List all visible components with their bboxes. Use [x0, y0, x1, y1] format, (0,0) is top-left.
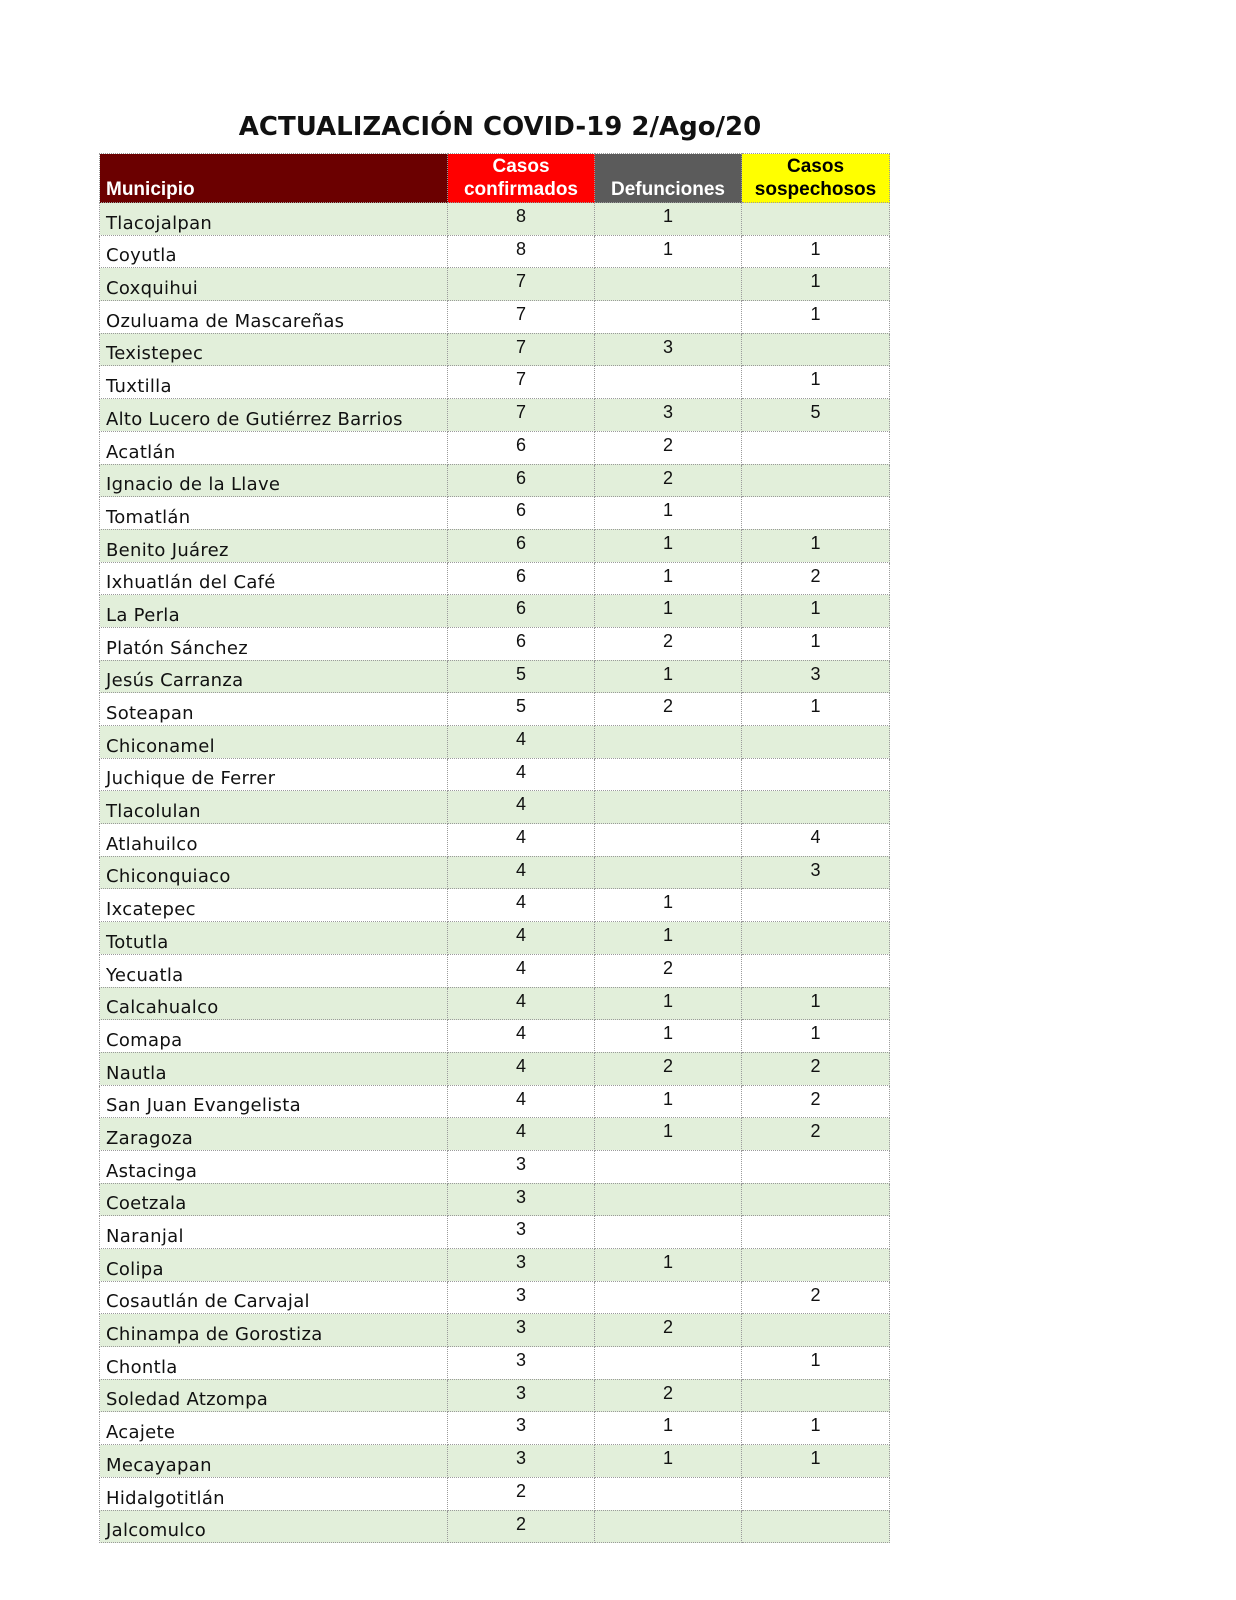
sospechosos-cell: 1 — [742, 987, 890, 1020]
confirmados-cell: 4 — [448, 1085, 595, 1118]
table-row — [100, 758, 890, 791]
confirmados-cell: 4 — [448, 1052, 595, 1085]
municipio-cell: Tomatlán — [100, 497, 448, 530]
table-row — [100, 987, 890, 1020]
municipio-cell: Chontla — [100, 1347, 448, 1380]
table-row — [100, 235, 890, 268]
table-row — [100, 1216, 890, 1249]
table-row — [100, 1183, 890, 1216]
covid-table — [99, 153, 890, 1543]
header-confirmados-line1: Casos — [492, 156, 550, 177]
municipio-cell: Ixhuatlán del Café — [100, 562, 448, 595]
confirmados-cell: 4 — [448, 889, 595, 922]
sospechosos-cell: 1 — [742, 268, 890, 301]
defunciones-cell: 1 — [595, 1118, 742, 1151]
header-confirmados-line2: confirmados — [463, 179, 579, 200]
sospechosos-cell — [742, 1216, 890, 1249]
defunciones-cell: 1 — [595, 889, 742, 922]
confirmados-cell: 6 — [448, 464, 595, 497]
confirmados-cell: 6 — [448, 529, 595, 562]
table-row — [100, 627, 890, 660]
sospechosos-cell — [742, 1379, 890, 1412]
defunciones-cell: 1 — [595, 235, 742, 268]
confirmados-cell: 6 — [448, 562, 595, 595]
defunciones-cell: 1 — [595, 497, 742, 530]
municipio-cell: Jalcomulco — [100, 1510, 448, 1543]
sospechosos-cell: 2 — [742, 1052, 890, 1085]
confirmados-cell: 7 — [448, 366, 595, 399]
municipio-cell: Chiconquiaco — [100, 856, 448, 889]
table-row — [100, 595, 890, 628]
municipio-cell: Soteapan — [100, 693, 448, 726]
defunciones-cell — [595, 268, 742, 301]
table-row — [100, 562, 890, 595]
municipio-cell: Ixcatepec — [100, 889, 448, 922]
sospechosos-cell — [742, 726, 890, 759]
municipio-cell: Yecuatla — [100, 954, 448, 987]
defunciones-cell: 1 — [595, 203, 742, 236]
confirmados-cell: 3 — [448, 1183, 595, 1216]
confirmados-cell: 3 — [448, 1379, 595, 1412]
confirmados-cell: 6 — [448, 595, 595, 628]
defunciones-cell — [595, 726, 742, 759]
defunciones-cell: 1 — [595, 1249, 742, 1282]
header-sospechosos-line2: sospechosos — [754, 179, 877, 200]
municipio-cell: Totutla — [100, 922, 448, 955]
sospechosos-cell — [742, 791, 890, 824]
sospechosos-cell: 1 — [742, 235, 890, 268]
header-sospechosos — [742, 154, 890, 203]
confirmados-cell: 7 — [448, 333, 595, 366]
defunciones-cell — [595, 1150, 742, 1183]
confirmados-cell: 6 — [448, 627, 595, 660]
defunciones-cell: 2 — [595, 627, 742, 660]
table-row — [100, 399, 890, 432]
municipio-cell: Jesús Carranza — [100, 660, 448, 693]
confirmados-cell: 4 — [448, 824, 595, 857]
defunciones-cell — [595, 1281, 742, 1314]
municipio-cell: Coyutla — [100, 235, 448, 268]
municipio-cell: Astacinga — [100, 1150, 448, 1183]
municipio-cell: Acatlán — [100, 431, 448, 464]
sospechosos-cell — [742, 1510, 890, 1543]
municipio-cell: Comapa — [100, 1020, 448, 1053]
confirmados-cell: 6 — [448, 431, 595, 464]
confirmados-cell: 3 — [448, 1281, 595, 1314]
table-row — [100, 922, 890, 955]
header-municipio: Municipio — [100, 154, 448, 203]
table-row — [100, 1052, 890, 1085]
defunciones-cell: 2 — [595, 431, 742, 464]
defunciones-cell: 3 — [595, 399, 742, 432]
confirmados-cell: 4 — [448, 856, 595, 889]
table-row — [100, 268, 890, 301]
defunciones-cell — [595, 1216, 742, 1249]
table-row — [100, 954, 890, 987]
table-row — [100, 1314, 890, 1347]
table-row — [100, 693, 890, 726]
confirmados-cell: 4 — [448, 726, 595, 759]
defunciones-cell: 1 — [595, 1085, 742, 1118]
confirmados-cell: 4 — [448, 791, 595, 824]
sospechosos-cell — [742, 431, 890, 464]
municipio-cell: Tuxtilla — [100, 366, 448, 399]
header-confirmados — [448, 154, 595, 203]
defunciones-cell: 1 — [595, 1412, 742, 1445]
table-row — [100, 333, 890, 366]
confirmados-cell: 7 — [448, 268, 595, 301]
table-row — [100, 824, 890, 857]
sospechosos-cell — [742, 1183, 890, 1216]
municipio-cell: Acajete — [100, 1412, 448, 1445]
sospechosos-cell: 1 — [742, 301, 890, 334]
sospechosos-cell — [742, 1150, 890, 1183]
sospechosos-cell — [742, 922, 890, 955]
table-row — [100, 1085, 890, 1118]
municipio-cell: Cosautlán de Carvajal — [100, 1281, 448, 1314]
defunciones-cell — [595, 856, 742, 889]
sospechosos-cell: 2 — [742, 1118, 890, 1151]
sospechosos-cell — [742, 203, 890, 236]
municipio-cell: Coxquihui — [100, 268, 448, 301]
header-row — [100, 154, 890, 203]
sospechosos-cell: 3 — [742, 660, 890, 693]
municipio-cell: Soledad Atzompa — [100, 1379, 448, 1412]
table-row — [100, 1020, 890, 1053]
table-row — [100, 1347, 890, 1380]
confirmados-cell: 6 — [448, 497, 595, 530]
confirmados-cell: 3 — [448, 1314, 595, 1347]
municipio-cell: La Perla — [100, 595, 448, 628]
defunciones-cell — [595, 791, 742, 824]
defunciones-cell — [595, 1510, 742, 1543]
table-row — [100, 1249, 890, 1282]
sospechosos-cell: 2 — [742, 562, 890, 595]
municipio-cell: Alto Lucero de Gutiérrez Barrios — [100, 399, 448, 432]
table-row — [100, 366, 890, 399]
sospechosos-cell: 1 — [742, 1412, 890, 1445]
confirmados-cell: 8 — [448, 235, 595, 268]
table-row — [100, 529, 890, 562]
defunciones-cell: 2 — [595, 1379, 742, 1412]
sospechosos-cell: 1 — [742, 595, 890, 628]
sospechosos-cell — [742, 464, 890, 497]
confirmados-cell: 3 — [448, 1150, 595, 1183]
table-row — [100, 1281, 890, 1314]
defunciones-cell: 1 — [595, 1445, 742, 1478]
defunciones-cell: 1 — [595, 595, 742, 628]
sospechosos-cell — [742, 333, 890, 366]
defunciones-cell — [595, 301, 742, 334]
defunciones-cell: 2 — [595, 1314, 742, 1347]
defunciones-cell: 1 — [595, 1020, 742, 1053]
confirmados-cell: 5 — [448, 693, 595, 726]
sospechosos-cell: 1 — [742, 693, 890, 726]
sospechosos-cell — [742, 889, 890, 922]
sospechosos-cell — [742, 497, 890, 530]
municipio-cell: Coetzala — [100, 1183, 448, 1216]
page-title: ACTUALIZACIÓN COVID-19 2/Ago/20 — [238, 112, 762, 142]
confirmados-cell: 4 — [448, 1118, 595, 1151]
sospechosos-cell: 1 — [742, 1020, 890, 1053]
defunciones-cell — [595, 1477, 742, 1510]
table-row — [100, 856, 890, 889]
header-defunciones: Defunciones — [595, 154, 742, 203]
municipio-cell: Benito Juárez — [100, 529, 448, 562]
sospechosos-cell: 2 — [742, 1281, 890, 1314]
municipio-cell: Ozuluama de Mascareñas — [100, 301, 448, 334]
header-sospechosos-line1: Casos — [786, 156, 845, 177]
table-row — [100, 1412, 890, 1445]
municipio-cell: Mecayapan — [100, 1445, 448, 1478]
table-row — [100, 1379, 890, 1412]
municipio-cell: Chinampa de Gorostiza — [100, 1314, 448, 1347]
confirmados-cell: 3 — [448, 1412, 595, 1445]
sospechosos-cell: 1 — [742, 366, 890, 399]
municipio-cell: Hidalgotitlán — [100, 1477, 448, 1510]
sospechosos-cell: 1 — [742, 1445, 890, 1478]
table-row — [100, 660, 890, 693]
municipio-cell: Naranjal — [100, 1216, 448, 1249]
confirmados-cell: 4 — [448, 987, 595, 1020]
table-body — [100, 203, 890, 1543]
municipio-cell: Atlahuilco — [100, 824, 448, 857]
defunciones-cell: 1 — [595, 922, 742, 955]
defunciones-cell: 2 — [595, 1052, 742, 1085]
table-row — [100, 889, 890, 922]
table-row — [100, 1118, 890, 1151]
table-row — [100, 1477, 890, 1510]
municipio-cell: Colipa — [100, 1249, 448, 1282]
sospechosos-cell: 1 — [742, 529, 890, 562]
sospechosos-cell — [742, 1249, 890, 1282]
confirmados-cell: 3 — [448, 1445, 595, 1478]
defunciones-cell: 2 — [595, 693, 742, 726]
confirmados-cell: 4 — [448, 758, 595, 791]
municipio-cell: Calcahualco — [100, 987, 448, 1020]
municipio-cell: Juchique de Ferrer — [100, 758, 448, 791]
confirmados-cell: 5 — [448, 660, 595, 693]
table-row — [100, 1150, 890, 1183]
defunciones-cell: 1 — [595, 660, 742, 693]
table-row — [100, 431, 890, 464]
table-row — [100, 1510, 890, 1543]
table-row — [100, 497, 890, 530]
confirmados-cell: 2 — [448, 1510, 595, 1543]
municipio-cell: Chiconamel — [100, 726, 448, 759]
sospechosos-cell: 3 — [742, 856, 890, 889]
defunciones-cell: 1 — [595, 562, 742, 595]
municipio-cell: Platón Sánchez — [100, 627, 448, 660]
confirmados-cell: 4 — [448, 1020, 595, 1053]
confirmados-cell: 7 — [448, 301, 595, 334]
table-row — [100, 301, 890, 334]
table-row — [100, 464, 890, 497]
sospechosos-cell: 4 — [742, 824, 890, 857]
confirmados-cell: 2 — [448, 1477, 595, 1510]
confirmados-cell: 3 — [448, 1249, 595, 1282]
table-row — [100, 726, 890, 759]
municipio-cell: Texistepec — [100, 333, 448, 366]
sospechosos-cell: 1 — [742, 627, 890, 660]
sospechosos-cell — [742, 758, 890, 791]
sospechosos-cell — [742, 1314, 890, 1347]
municipio-cell: Zaragoza — [100, 1118, 448, 1151]
municipio-cell: Tlacojalpan — [100, 203, 448, 236]
defunciones-cell: 2 — [595, 464, 742, 497]
defunciones-cell — [595, 758, 742, 791]
table-row — [100, 1445, 890, 1478]
sospechosos-cell: 2 — [742, 1085, 890, 1118]
defunciones-cell — [595, 1183, 742, 1216]
sospechosos-cell: 5 — [742, 399, 890, 432]
confirmados-cell: 4 — [448, 954, 595, 987]
defunciones-cell: 2 — [595, 954, 742, 987]
defunciones-cell — [595, 824, 742, 857]
confirmados-cell: 3 — [448, 1347, 595, 1380]
defunciones-cell: 3 — [595, 333, 742, 366]
table-row — [100, 203, 890, 236]
sospechosos-cell — [742, 1477, 890, 1510]
defunciones-cell — [595, 366, 742, 399]
defunciones-cell — [595, 1347, 742, 1380]
sospechosos-cell — [742, 954, 890, 987]
confirmados-cell: 7 — [448, 399, 595, 432]
sospechosos-cell: 1 — [742, 1347, 890, 1380]
confirmados-cell: 8 — [448, 203, 595, 236]
confirmados-cell: 4 — [448, 922, 595, 955]
municipio-cell: San Juan Evangelista — [100, 1085, 448, 1118]
defunciones-cell: 1 — [595, 529, 742, 562]
confirmados-cell: 3 — [448, 1216, 595, 1249]
municipio-cell: Tlacolulan — [100, 791, 448, 824]
municipio-cell: Nautla — [100, 1052, 448, 1085]
defunciones-cell: 1 — [595, 987, 742, 1020]
table-row — [100, 791, 890, 824]
municipio-cell: Ignacio de la Llave — [100, 464, 448, 497]
